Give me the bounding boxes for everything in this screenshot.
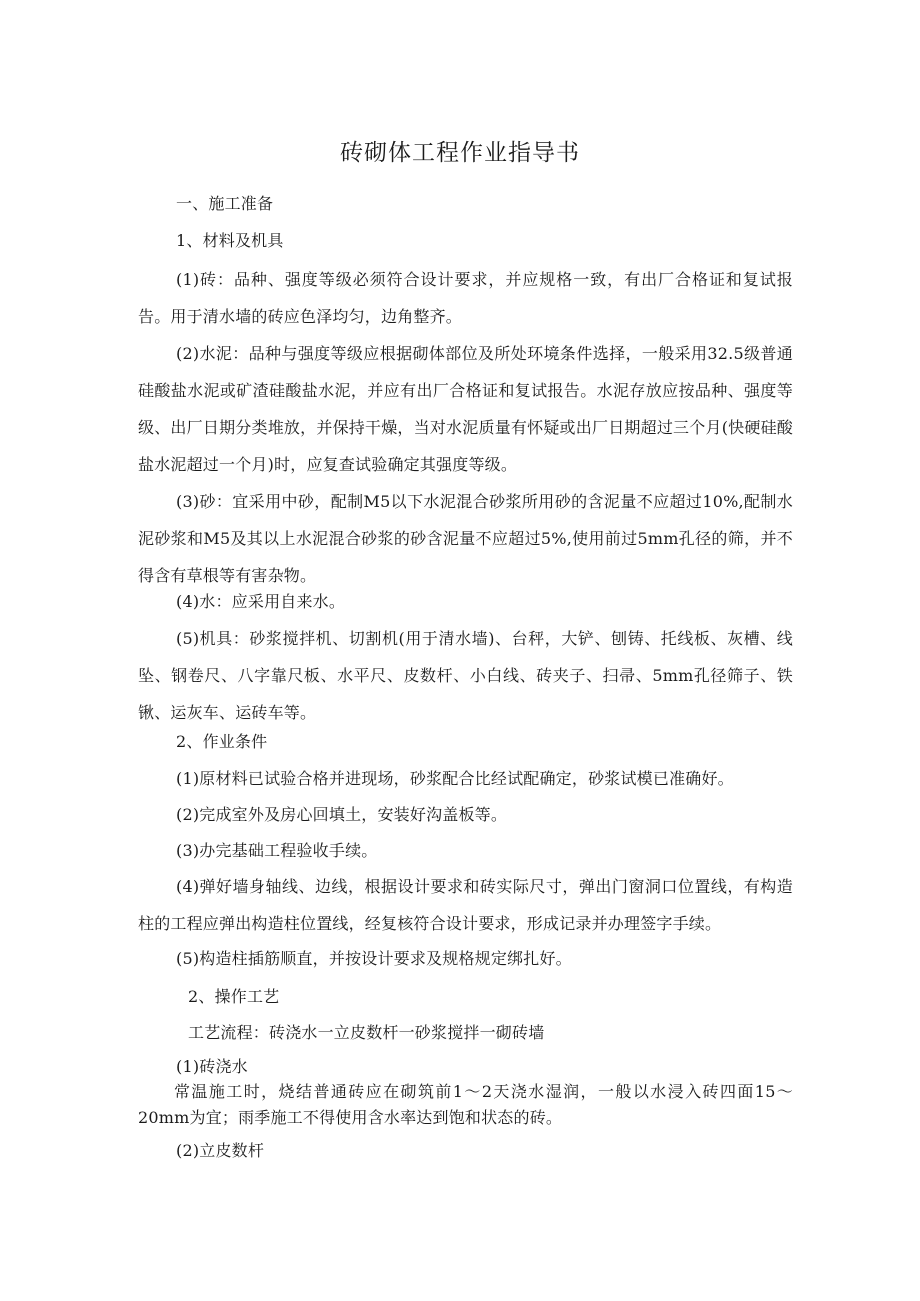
- process-flow: 工艺流程：砖浇水一立皮数杆一砂浆搅拌一砌砖墙: [188, 1023, 545, 1042]
- paragraph-sand: (3)砂：宜采用中砂，配制M5以下水泥混合砂浆所用砂的含泥量不应超过10%,配制水泥砂浆和M5及其以上水泥混合砂浆的砂含泥量不应超过5%,使用前过5mm孔径的筛，并不得含有草根等有害杂物。: [138, 492, 793, 585]
- paragraph-brick: (1)砖：品种、强度等级必须符合设计要求，并应规格一致，有出厂合格证和复试报告。用于清水墙的砖应色泽均匀，边角整齐。: [138, 270, 793, 326]
- section-heading-preparation: 一、施工准备: [176, 194, 274, 213]
- subsection-heading-conditions: 2、作业条件: [176, 732, 268, 751]
- subsection-heading-process: 2、操作工艺: [188, 987, 280, 1006]
- subsection-heading-materials: 1、材料及机具: [176, 231, 284, 250]
- condition-item-1: (1)原材料已试验合格并进现场，砂浆配合比经试配确定，砂浆试模已准确好。: [176, 769, 734, 788]
- paragraph-tools: (5)机具：砂浆搅拌机、切割机(用于清水墙)、台秤，大铲、刨铸、托线板、灰槽、线坠、钢卷尺、八字靠尺板、水平尺、皮数杆、小白线、砖夹子、扫帚、5mm孔径筛子、铁锹、运灰车、运砖车等。: [138, 629, 793, 722]
- paragraph-cement: (2)水泥：品种与强度等级应根据砌体部位及所处环境条件选择，一般采用32.5级普通硅酸盐水泥或矿渣硅酸盐水泥，并应有出厂合格证和复试报告。水泥存放应按品种、强度等级、出厂日期分类堆放，并保持干燥，当对水泥质量有怀疑或出厂日期超过三个月(快硬硅酸盐水泥超过一个月)时，应复查试验确定其强度等级。: [138, 344, 793, 474]
- step-heading-story-pole: (2)立皮数杆: [176, 1141, 265, 1160]
- condition-item-2: (2)完成室外及房心回填土，安装好沟盖板等。: [176, 805, 508, 824]
- step-heading-watering: (1)砖浇水: [176, 1057, 248, 1076]
- condition-item-4: (4)弹好墙身轴线、边线，根据设计要求和砖实际尺寸，弹出门窗洞口位置线，有构造柱的工程应弹出构造柱位置线，经复核符合设计要求，形成记录并办理签字手续。: [138, 877, 793, 933]
- document-title: 砖砌体工程作业指导书: [340, 140, 580, 166]
- step-body-watering: 常温施工时，烧结普通砖应在砌筑前1～2天浇水湿润，一般以水浸入砖四面15～20mm为宜；雨季施工不得使用含水率达到饱和状态的砖。: [138, 1082, 793, 1127]
- condition-item-3: (3)办完基础工程验收手续。: [176, 841, 378, 860]
- condition-item-5: (5)构造柱插筋顺直，并按设计要求及规格规定绑扎好。: [176, 949, 572, 968]
- paragraph-water: (4)水：应采用自来水。: [176, 592, 346, 611]
